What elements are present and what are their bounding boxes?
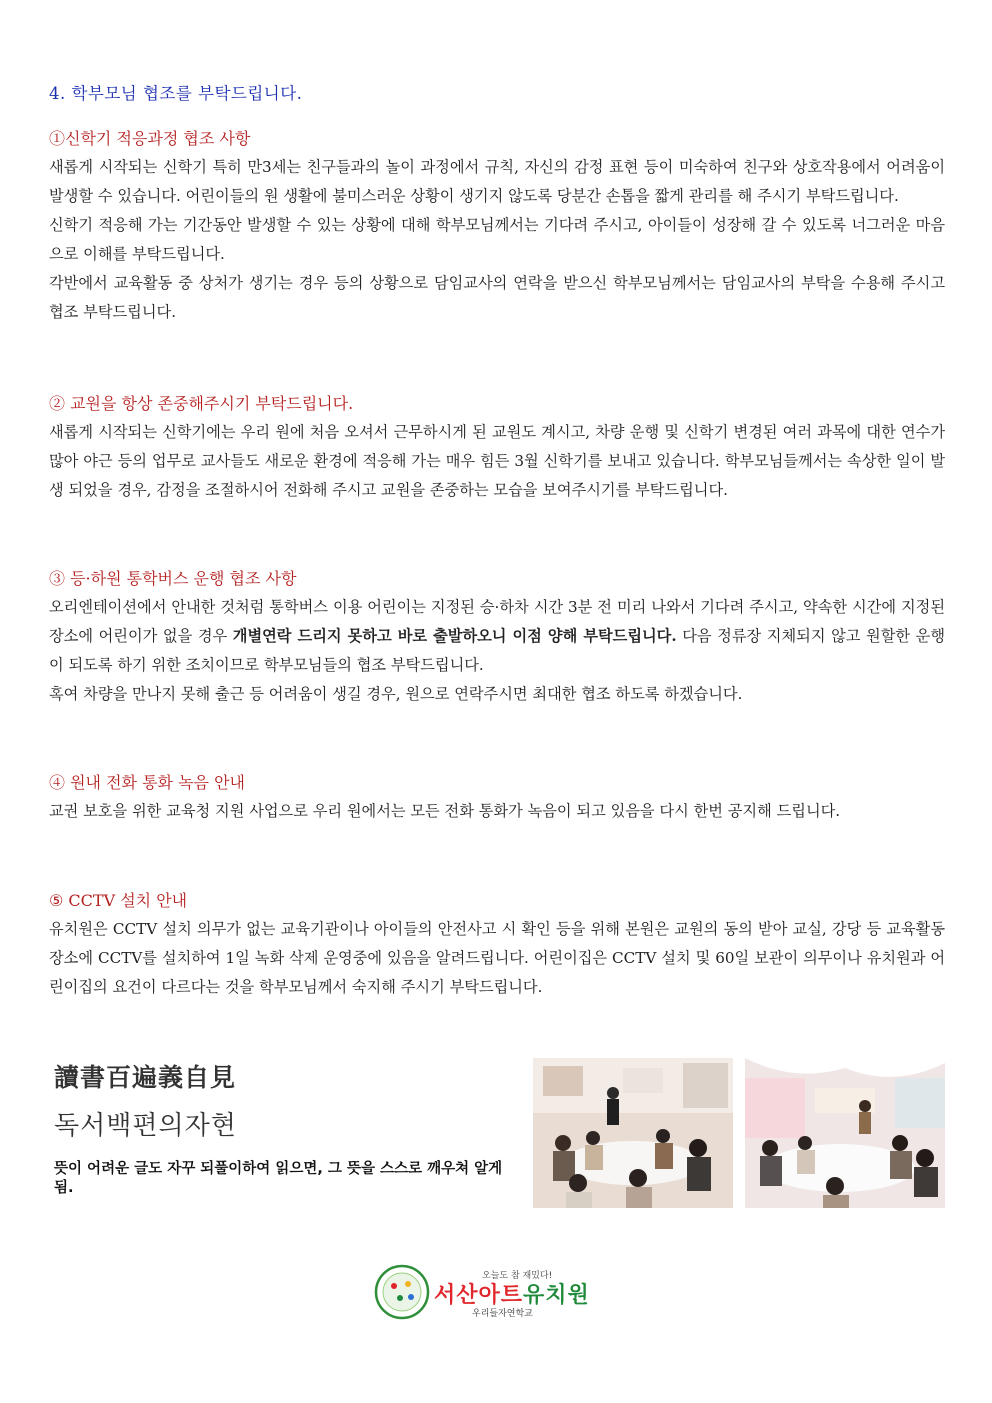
logo-slogan: 오늘도 참 재밌다! (482, 1271, 553, 1281)
paragraph: 새롭게 시작되는 신학기 특히 만3세는 친구들과의 놀이 과정에서 규칙, 자신의 감정 표현 등이 미숙하여 친구와 상호작용에서 어려움이 발생할 수 있습니다. 어린이들의 원 생활에 불미스러운 상황이 생기지 않도록 당분간 손톱을 짧게 관리를 해 주시기 부탁드립니다. (49, 158, 945, 205)
paragraph: 유치원은 CCTV 설치 의무가 없는 교육기관이나 아이들의 안전사고 시 확인 등을 위해 본원은 교원의 동의 받아 교실, 강당 등 교육활동 장소에 CCTV를 설치하여 1일 녹화 삭제 운영중에 있음을 알려드립니다. 어린이집은 CCTV 설치 및 60일 보관이 의무이나 유치원과 어린이집의 요건이 다르다는 것을 학부모님께서 숙지해 주시기 부탁드립니다. (49, 920, 945, 996)
logo-wordmark (434, 1262, 594, 1322)
section-title: ④ 원내 전화 통화 녹음 안내 (49, 773, 245, 792)
section-respect-teachers (49, 389, 945, 505)
section-new-term-adjustment (49, 124, 945, 327)
paragraph: 새롭게 시작되는 신학기에는 우리 원에 처음 오셔서 근무하시게 된 교원도 계시고, 차량 운행 및 신학기 변경된 여러 과목에 대한 연수가 많아 야근 등의 업무로 교사들도 새로운 환경에 적응해 가는 매우 힘든 3월 신학기를 보내고 있습니다. 학부모님들께서는 속상한 일이 발생 되었을 경우, 감정을 조절하시어 전화해 주시고 교원을 존중하는 모습을 보여주시기를 부탁드립니다. (49, 423, 945, 499)
paragraph: 혹여 차량을 만나지 못해 출근 등 어려움이 생길 경우, 원으로 연락주시면 최대한 협조 하도록 하겠습니다. (49, 685, 743, 703)
section-cctv (49, 886, 945, 1002)
logo-name-red: 서산아트 (434, 1283, 524, 1308)
bold-notice: 개별연락 드리지 못하고 바로 출발하오니 이점 양해 부탁드립니다. (232, 627, 677, 645)
paragraph-text: 다음 정류장 지체되지 않고 원할한 운행이 되도록 하기 위한 조치이므로 학부모님들의 협조 부탁드립니다. (49, 627, 945, 674)
parent-meeting-photo (533, 1058, 733, 1208)
proverb-hangul: 독서백편의자현 (54, 1111, 237, 1141)
section-title: ①신학기 적응과정 협조 사항 (49, 129, 251, 148)
section-title: ② 교원을 항상 존중해주시기 부탁드립니다. (49, 394, 354, 413)
logo-emblem-icon (374, 1264, 430, 1320)
proverb-box (54, 1058, 524, 1198)
paragraph (49, 593, 945, 680)
logo-name-green: 유치원 (523, 1283, 590, 1308)
section-title: ③ 등·하원 통학버스 운행 협조 사항 (49, 569, 297, 588)
paragraph-text: 오리엔테이션에서 안내한 것처럼 통학버스 이용 어린이는 지정된 승·하차 시간 3분 전 미리 나와서 기다려 주시고, 약속한 시간에 지정된 장소에 어린이가 없을 경우 (49, 598, 945, 645)
proverb-meaning: 뜻이 어려운 글도 자꾸 되풀이하여 읽으면, 그 뜻을 스스로 깨우쳐 알게 됨. (54, 1161, 503, 1196)
section-heading: 4. 학부모님 협조를 부탁드립니다. (49, 84, 303, 103)
paragraph: 교권 보호을 위한 교육청 지원 사업으로 우리 원에서는 모든 전화 통화가 녹음이 되고 있음을 다시 한번 공지해 드립니다. (49, 802, 841, 820)
proverb-hanja: 讀書百遍義自見 (54, 1063, 237, 1092)
logo-subtitle: 우리들자연학교 (472, 1309, 533, 1319)
section-title: ⑤ CCTV 설치 안내 (49, 891, 188, 910)
section-call-recording (49, 768, 945, 826)
parent-workshop-photo (745, 1058, 945, 1208)
kindergarten-logo (374, 1262, 594, 1322)
section-school-bus (49, 564, 945, 709)
paragraph: 각반에서 교육활동 중 상처가 생기는 경우 등의 상황으로 담임교사의 연락을 받으신 학부모님께서는 담임교사의 부탁을 수용해 주시고 협조 부탁드립니다. (49, 274, 945, 321)
logo-name (434, 1278, 590, 1309)
paragraph: 신학기 적응해 가는 기간동안 발생할 수 있는 상황에 대해 학부모님께서는 기다려 주시고, 아이들이 성장해 갈 수 있도록 너그러운 마음으로 이해를 부탁드립니다. (49, 216, 945, 263)
